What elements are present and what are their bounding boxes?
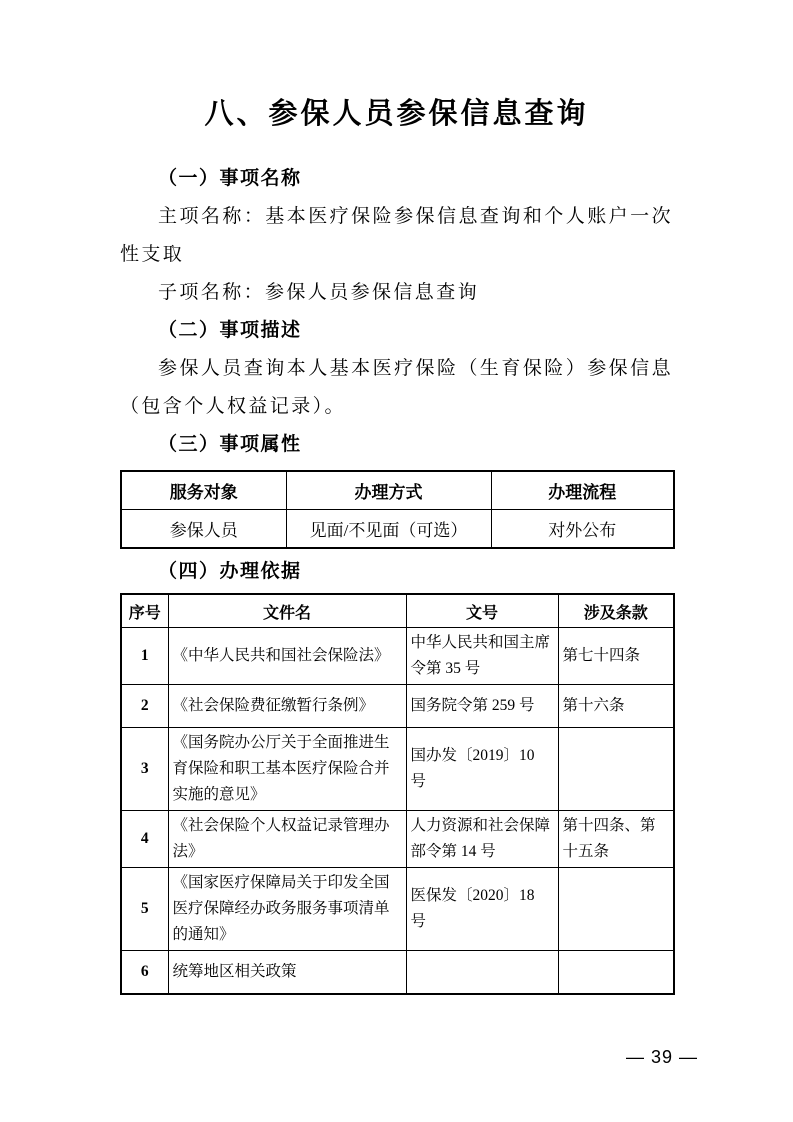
cell-service-target: 参保人员: [121, 510, 286, 549]
section-heading-handling-basis: （四）办理依据: [158, 561, 302, 582]
cell-document-name: 《社会保险个人权益记录管理办法》: [168, 811, 406, 868]
paragraph-main-item-name: 主项名称：基本医疗保险参保信息查询和个人账户一次性支取: [120, 206, 673, 265]
cell-related-clauses: 第十四条、第十五条: [558, 811, 674, 868]
column-header-handling-method: 办理方式: [286, 471, 491, 510]
cell-index: 4: [121, 811, 168, 868]
basis-table-header-row: [121, 594, 674, 628]
page-title: 八、参保人员参保信息查询: [204, 98, 589, 130]
cell-related-clauses: [558, 868, 674, 951]
attribute-table-row: [121, 510, 674, 549]
page-number: — 39 —: [625, 1047, 698, 1067]
basis-table-row: [121, 951, 674, 995]
section-heading-item-description: （二）事项描述: [158, 320, 302, 341]
cell-related-clauses: 第七十四条: [558, 628, 674, 685]
column-header-service-target: 服务对象: [121, 471, 286, 510]
cell-document-number: [406, 951, 558, 995]
cell-document-name: 《社会保险费征缴暂行条例》: [168, 685, 406, 728]
cell-document-name: 《国务院办公厅关于全面推进生育保险和职工基本医疗保险合并实施的意见》: [168, 728, 406, 811]
cell-index: 5: [121, 868, 168, 951]
cell-index: 6: [121, 951, 168, 995]
cell-related-clauses: 第十六条: [558, 685, 674, 728]
document-content: [120, 0, 673, 995]
cell-handling-process: 对外公布: [491, 510, 674, 549]
section-heading-item-name: （一）事项名称: [158, 168, 302, 189]
column-header-document-number: 文号: [406, 594, 558, 628]
cell-document-number: 国办发〔2019〕10 号: [406, 728, 558, 811]
cell-related-clauses: [558, 951, 674, 995]
basis-table-row: [121, 868, 674, 951]
paragraph-item-description: 参保人员查询本人基本医疗保险（生育保险）参保信息（包含个人权益记录）。: [120, 358, 673, 417]
attribute-table: [120, 470, 675, 549]
cell-document-number: 国务院令第 259 号: [406, 685, 558, 728]
paragraph-sub-item-name: 子项名称：参保人员参保信息查询: [158, 282, 480, 303]
basis-table-row: [121, 685, 674, 728]
attribute-table-header-row: [121, 471, 674, 510]
cell-index: 2: [121, 685, 168, 728]
cell-document-number: 人力资源和社会保障部令第 14 号: [406, 811, 558, 868]
basis-table: [120, 593, 675, 995]
cell-document-name: 《中华人民共和国社会保险法》: [168, 628, 406, 685]
cell-document-name: 统筹地区相关政策: [168, 951, 406, 995]
column-header-related-clauses: 涉及条款: [558, 594, 674, 628]
cell-document-number: 医保发〔2020〕18 号: [406, 868, 558, 951]
basis-table-row: [121, 628, 674, 685]
cell-document-name: 《国家医疗保障局关于印发全国医疗保障经办政务服务事项清单的通知》: [168, 868, 406, 951]
column-header-document-name: 文件名: [168, 594, 406, 628]
section-heading-item-attributes: （三）事项属性: [158, 434, 302, 455]
column-header-index: 序号: [121, 594, 168, 628]
column-header-handling-process: 办理流程: [491, 471, 674, 510]
cell-related-clauses: [558, 728, 674, 811]
cell-handling-method: 见面/不见面（可选）: [286, 510, 491, 549]
basis-table-row: [121, 811, 674, 868]
cell-index: 3: [121, 728, 168, 811]
basis-table-row: [121, 728, 674, 811]
cell-index: 1: [121, 628, 168, 685]
cell-document-number: 中华人民共和国主席令第 35 号: [406, 628, 558, 685]
